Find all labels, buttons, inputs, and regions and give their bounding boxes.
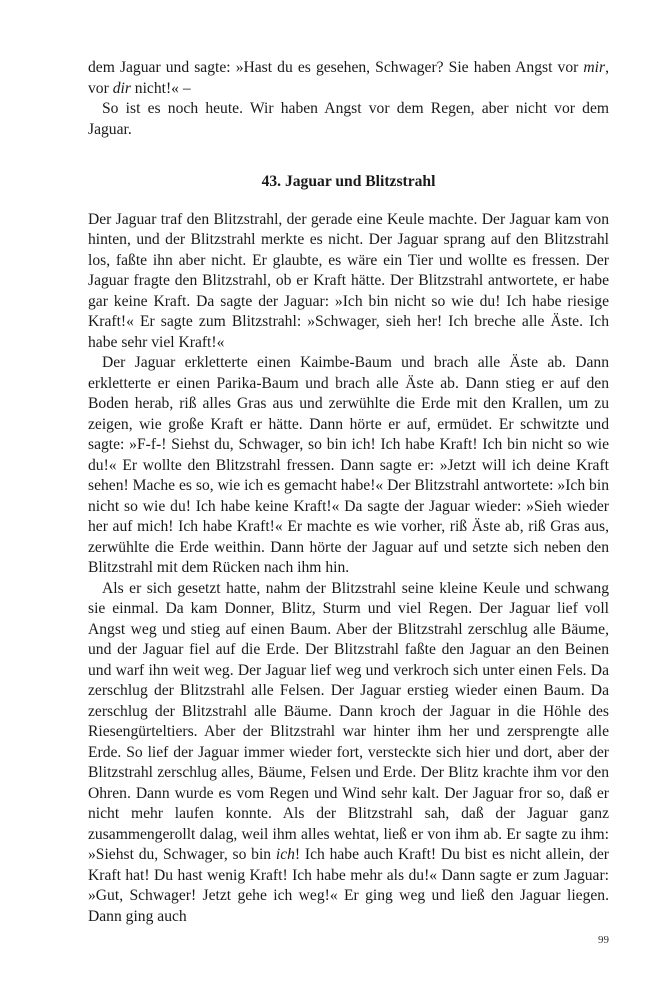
paragraph bbox=[88, 579, 609, 928]
paragraph-text: Der Jaguar erkletterte einen Kaimbe-Baum und brach alle Äste ab. Dann erkletterte er einen Parika-Baum und brach alle Äste ab. Dann stieg er auf den Boden herab, riß alles Gras aus und zerwühlte die Erde mit den Krallen, um zu zeigen, wie große Kraft er hätte. Dann hörte er auf, ermüdet. Er schwitzte und sagte: »F-f-! Siehst du, Schwager, so bin ich! Ich habe Kraft! Ich bin nicht so wie du!« Er wollte den Blitzstrahl fressen. Dann sagte er: »Jetzt will ich deine Kraft sehen! Mache es so, wie ich es gemacht habe!« Der Blitzstrahl antwortete: »Ich bin nicht so wie du! Ich habe keine Kraft!« Da sagte der Jaguar wieder: »Sieh wieder her auf mich! Ich habe Kraft!« Er machte es wie vorher, riß Äste ab, riß Gras aus, zerwühlte die Erde weithin. Dann hörte der Jaguar auf und setzte sich neben den Blitzstrahl mit dem Rücken nach ihm hin. bbox=[88, 354, 609, 576]
story-text bbox=[88, 210, 609, 928]
paragraph bbox=[88, 99, 609, 140]
paragraph bbox=[88, 210, 609, 354]
paragraph bbox=[88, 58, 609, 99]
paragraph-text: Der Jaguar traf den Blitzstrahl, der gerade eine Keule machte. Der Jaguar kam von hinten, und der Blitzstrahl merkte es nicht. Der Jaguar sprang auf den Blitzstrahl los, faßte ihn aber nicht. Er glaubte, es wäre ein Tier und wollte es fressen. Der Jaguar fragte den Blitzstrahl, ob er Kraft hätte. Der Blitzstrahl antwortete, er habe gar keine Kraft. Da sagte der Jaguar: »Ich bin nicht so wie du! Ich habe riesige Kraft!« Er sagte zum Blitzstrahl: »Schwager, sieh her! Ich breche alle Äste. Ich habe sehr viel Kraft!« bbox=[88, 210, 609, 351]
paragraph-text: , vor bbox=[88, 59, 609, 97]
emphasis-text: ich bbox=[275, 846, 295, 863]
paragraph-text: ! Ich habe auch Kraft! Du bist es nicht allein, der Kraft hat! Du hast wenig Kraft! Ich habe mehr als du!« Dann sagte er zum Jaguar: »Gut, Schwager! Jetzt gehe ich weg!« Er ging weg und ließ den Jaguar liegen. Dann ging auch bbox=[88, 846, 609, 925]
intro-text bbox=[88, 58, 609, 140]
emphasis-text: dir bbox=[112, 79, 131, 97]
paragraph bbox=[88, 353, 609, 579]
paragraph-text: dem Jaguar und sagte: »Hast du es gesehen, Schwager? Sie haben Angst vor bbox=[88, 59, 584, 76]
section-title: 43. Jaguar und Blitzstrahl bbox=[261, 173, 436, 190]
emphasis-text: mir bbox=[583, 59, 606, 76]
paragraph-text: So ist es noch heute. Wir haben Angst vor dem Regen, aber nicht vor dem Jaguar. bbox=[88, 100, 609, 138]
paragraph-text: Als er sich gesetzt hatte, nahm der Blitzstrahl seine kleine Keule und schwang sie einmal. Da kam Donner, Blitz, Sturm und viel Regen. Der Jaguar lief voll Angst weg und stieg auf einen Baum. Aber der Blitzstrahl zerschlug alle Bäume, und der Jaguar fiel auf die Erde. Der Blitzstrahl faßte den Jaguar an den Beinen und warf ihn weit weg. Der Jaguar lief weg und verkroch sich unter einen Fels. Da zerschlug der Blitzstrahl alle Felsen. Der Jaguar erstieg wieder einen Baum. Da zerschlug der Blitzstrahl alle Bäume. Dann kroch der Jaguar in die Höhle des Riesengürteltiers. Aber der Blitzstrahl war hinter ihm her und zersprengte alle Erde. So lief der Jaguar immer wieder fort, versteckte sich hier und dort, aber der Blitzstrahl zerschlug alles, Bäume, Felsen und Erde. Der Blitz krachte ihm vor den Ohren. Dann wurde es vom Regen und Wind sehr kalt. Der Jaguar fror so, daß er nicht mehr laufen konnte. Als der Blitzstrahl sah, daß der Jaguar ganz zusammengerollt dalag, weil ihm alles wehtat, ließ er von ihm ab. Er sagte zu ihm: »Siehst du, Schwager, so bin bbox=[88, 579, 609, 863]
page-number: 99 bbox=[598, 934, 609, 946]
page-body bbox=[88, 58, 609, 927]
paragraph-text: nicht!« – bbox=[130, 79, 191, 97]
